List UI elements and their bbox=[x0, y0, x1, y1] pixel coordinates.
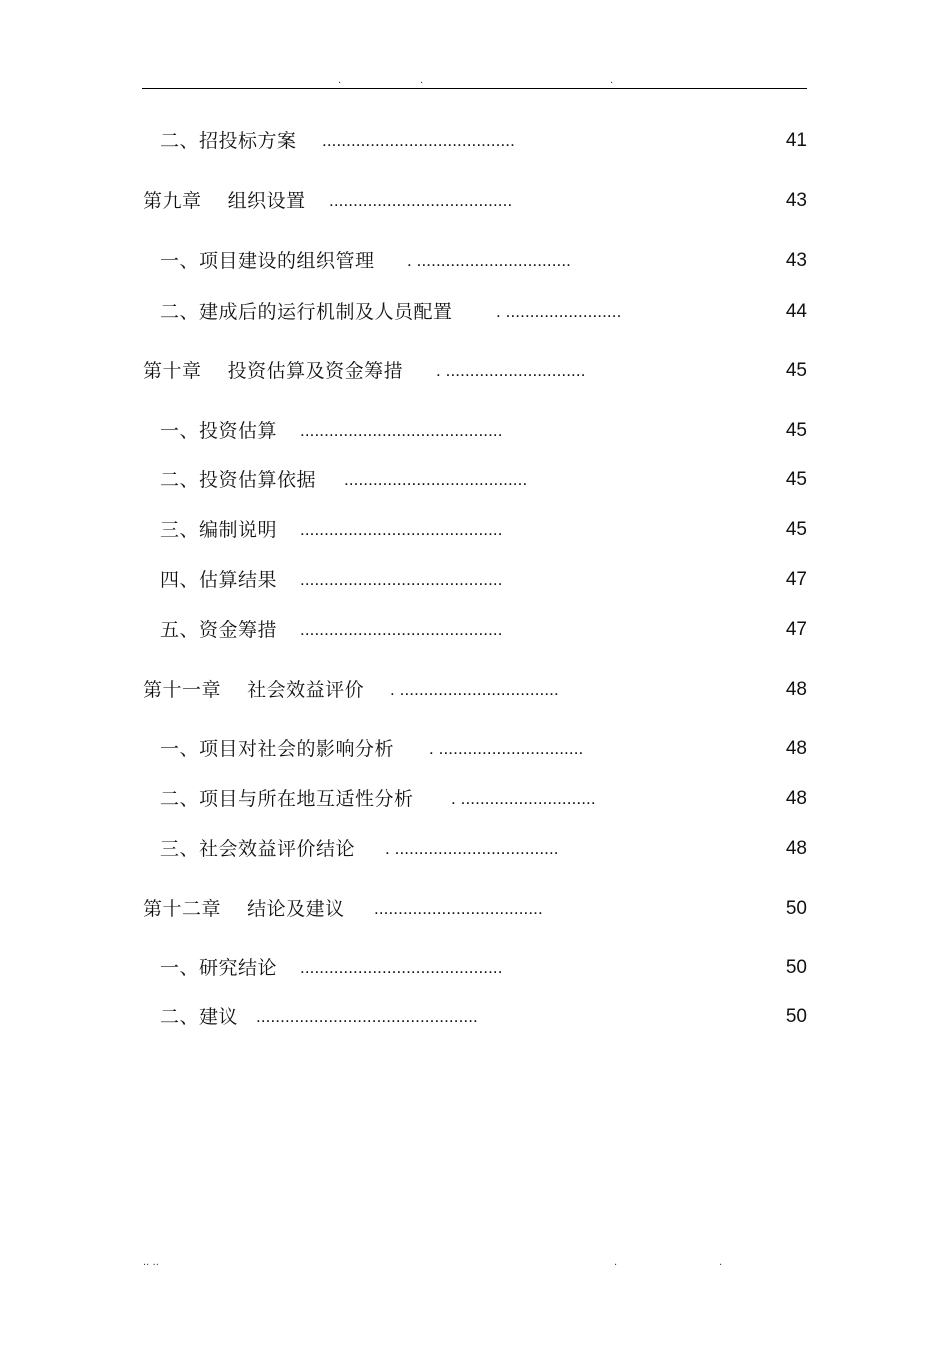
toc-dot-leader: . ................................. bbox=[390, 680, 559, 699]
toc-page-number: 43 bbox=[785, 250, 807, 271]
toc-entry-title: 一、研究结论 bbox=[160, 957, 278, 979]
toc-section-entry bbox=[0, 297, 950, 327]
toc-page-number: 45 bbox=[785, 360, 807, 381]
toc-dot-leader: .......................................... bbox=[300, 620, 503, 639]
toc-dot-leader: . .............................. bbox=[429, 739, 584, 758]
toc-chapter-entry bbox=[0, 356, 950, 386]
toc-entry-title: 第十二章 结论及建议 bbox=[143, 898, 345, 920]
toc-section-entry bbox=[0, 615, 950, 645]
toc-entry-title: 一、项目对社会的影响分析 bbox=[160, 738, 395, 760]
header-mark: . bbox=[338, 75, 342, 86]
toc-page-number: 43 bbox=[785, 190, 807, 211]
toc-chapter-entry bbox=[0, 186, 950, 216]
header-mark: . bbox=[610, 75, 614, 86]
toc-entry-title: 第十一章 社会效益评价 bbox=[143, 679, 365, 701]
toc-dot-leader: .......................................... bbox=[300, 570, 503, 589]
toc-section-entry bbox=[0, 565, 950, 595]
toc-section-entry bbox=[0, 126, 950, 156]
toc-section-entry bbox=[0, 953, 950, 983]
toc-dot-leader: ...................................... bbox=[329, 191, 513, 210]
toc-entry-title: 二、招投标方案 bbox=[160, 130, 297, 152]
toc-entry-title: 二、项目与所在地互适性分析 bbox=[160, 788, 414, 810]
toc-dot-leader: . ............................. bbox=[436, 361, 586, 380]
toc-dot-leader: ................................... bbox=[374, 899, 543, 918]
toc-dot-leader: .......................................... bbox=[300, 520, 503, 539]
toc-page-number: 41 bbox=[785, 130, 807, 151]
toc-page-number: 45 bbox=[785, 420, 807, 441]
toc-section-entry bbox=[0, 246, 950, 276]
toc-section-entry bbox=[0, 1002, 950, 1032]
toc-dot-leader: .......................................... bbox=[300, 421, 503, 440]
toc-entry-title: 五、资金筹措 bbox=[160, 619, 278, 641]
toc-section-entry bbox=[0, 834, 950, 864]
footer-mark: . bbox=[719, 1257, 723, 1268]
toc-section-entry bbox=[0, 515, 950, 545]
toc-page-number: 45 bbox=[785, 469, 807, 490]
toc-dot-leader: ........................................ bbox=[322, 131, 515, 150]
toc-entry-title: 二、投资估算依据 bbox=[160, 469, 317, 491]
toc-entry-title: 四、估算结果 bbox=[160, 569, 278, 591]
toc-dot-leader: . ............................ bbox=[451, 789, 596, 808]
toc-dot-leader: . ................................ bbox=[407, 251, 571, 270]
header-mark: . bbox=[420, 75, 424, 86]
toc-chapter-entry bbox=[0, 894, 950, 924]
toc-page-number: 47 bbox=[785, 569, 807, 590]
footer-mark: . bbox=[614, 1257, 618, 1268]
toc-page-number: 48 bbox=[785, 788, 807, 809]
toc-dot-leader: . .................................. bbox=[385, 839, 559, 858]
header-rule bbox=[142, 88, 807, 89]
toc-page-number: 48 bbox=[785, 679, 807, 700]
toc-section-entry bbox=[0, 734, 950, 764]
toc-dot-leader: . ........................ bbox=[496, 302, 622, 321]
toc-entry-title: 二、建成后的运行机制及人员配置 bbox=[160, 301, 453, 323]
toc-page-number: 44 bbox=[785, 301, 807, 322]
toc-page-number: 48 bbox=[785, 838, 807, 859]
toc-page-number: 50 bbox=[785, 1006, 807, 1027]
toc-dot-leader: .............................................. bbox=[256, 1007, 478, 1026]
toc-page-number: 47 bbox=[785, 619, 807, 640]
toc-entry-title: 一、项目建设的组织管理 bbox=[160, 250, 375, 272]
toc-entry-title: 三、编制说明 bbox=[160, 519, 278, 541]
toc-entry-title: 第十章 投资估算及资金筹措 bbox=[143, 360, 404, 382]
toc-page-number: 48 bbox=[785, 738, 807, 759]
toc-page-number: 50 bbox=[785, 898, 807, 919]
toc-section-entry bbox=[0, 465, 950, 495]
toc-entry-title: 三、社会效益评价结论 bbox=[160, 838, 356, 860]
toc-page-number: 45 bbox=[785, 519, 807, 540]
toc-chapter-entry bbox=[0, 675, 950, 705]
toc-section-entry bbox=[0, 784, 950, 814]
toc-entry-title: 第九章 组织设置 bbox=[143, 190, 306, 212]
toc-section-entry bbox=[0, 416, 950, 446]
toc-dot-leader: .......................................... bbox=[300, 958, 503, 977]
toc-entry-title: 二、建议 bbox=[160, 1006, 239, 1028]
toc-page-number: 50 bbox=[785, 957, 807, 978]
footer-mark: .. .. bbox=[143, 1257, 159, 1268]
toc-dot-leader: ...................................... bbox=[344, 470, 528, 489]
toc-entry-title: 一、投资估算 bbox=[160, 420, 278, 442]
